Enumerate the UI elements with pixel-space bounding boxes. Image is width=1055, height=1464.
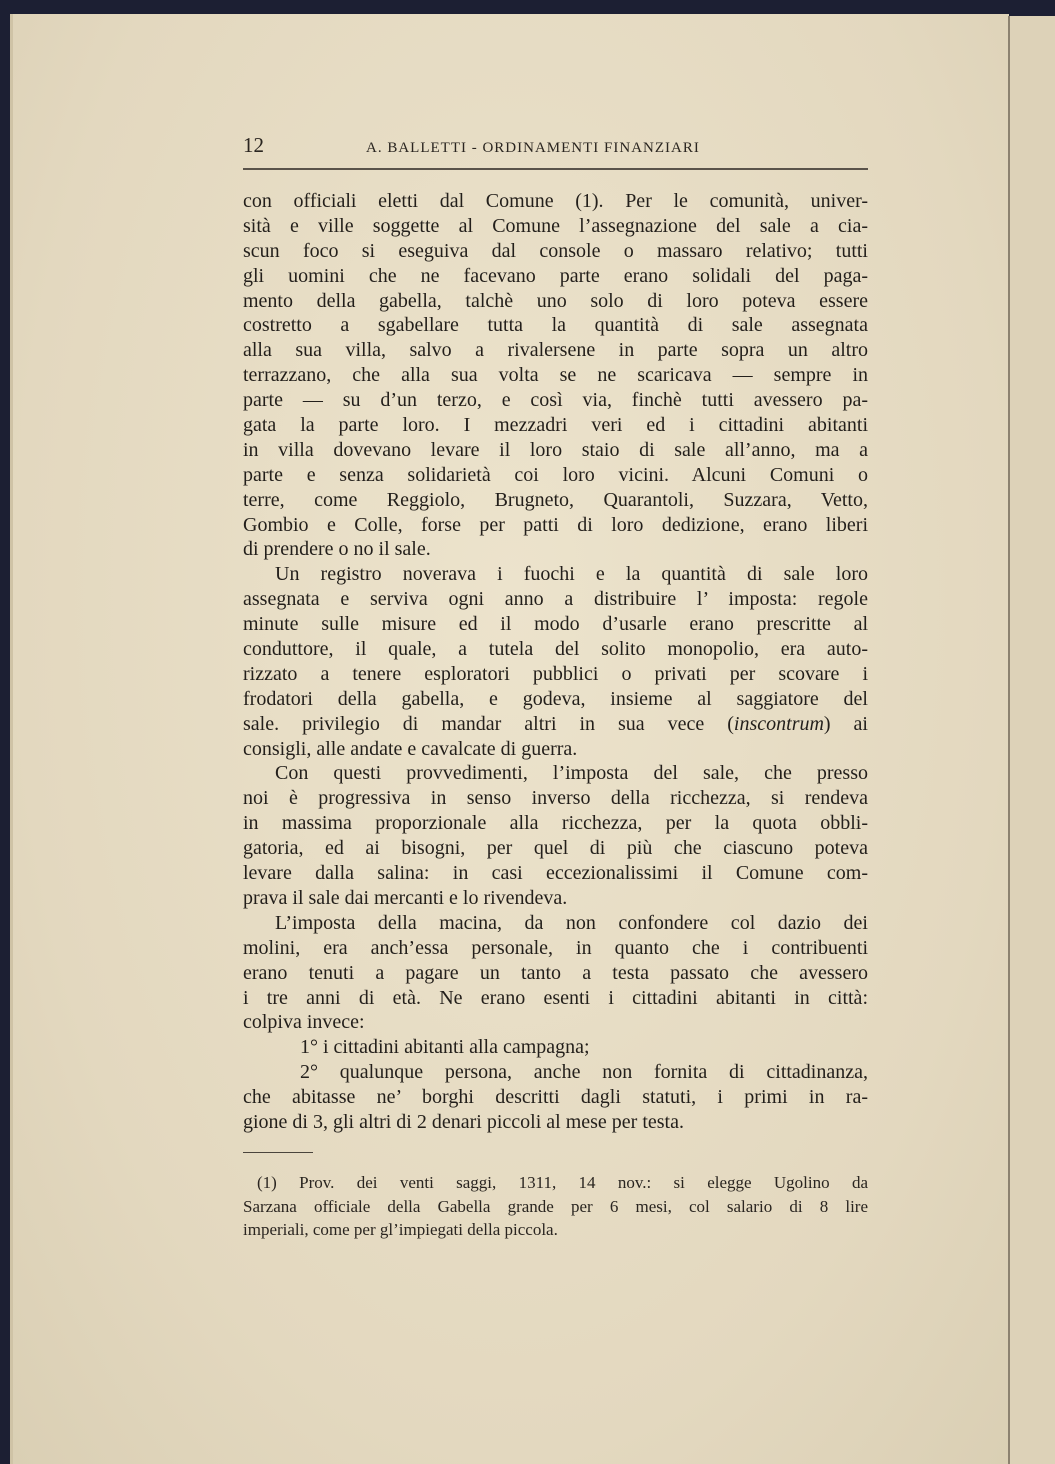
line-text: sale. privilegio di mandar altri in sua vece (: [243, 712, 734, 735]
line-text: 1° i cittadini abitanti alla campagna;: [300, 1036, 590, 1059]
line-text: in villa dovevano levare il loro staio di sale all’anno, ma a: [243, 438, 868, 461]
text-line: [243, 911, 868, 936]
footnote-line: [243, 1171, 868, 1195]
text-line: [243, 687, 868, 712]
line-text: erano tenuti a pagare un tanto a testa passato che avessero: [243, 961, 868, 984]
line-text: 2° qualunque persona, anche non fornita di cittadinanza,: [300, 1061, 868, 1084]
text-line: [243, 488, 868, 513]
line-text: alla sua villa, salvo a rivalersene in parte sopra un altro: [243, 339, 868, 362]
adjacent-page-edge: [1008, 16, 1055, 1464]
body-text: [243, 189, 868, 1135]
text-line: [243, 637, 868, 662]
line-text: in massima proporzionale alla ricchezza, per la quota obbli-: [243, 812, 868, 835]
line-text: molini, era anch’essa personale, in quanto che i contribuenti: [243, 936, 868, 959]
text-line: [243, 313, 868, 338]
text-line: [243, 861, 868, 886]
line-text: gli uomini che ne facevano parte erano solidali del paga-: [243, 264, 868, 287]
text-line: [243, 463, 868, 488]
text-line: [243, 537, 868, 562]
text-line: [243, 363, 868, 388]
line-text: di prendere o no il sale.: [243, 538, 431, 561]
footnote: [243, 1171, 868, 1242]
line-text: colpiva invece:: [243, 1011, 365, 1034]
italic-term: inscontrum: [733, 712, 824, 735]
line-text: noi è progressiva in senso inverso della ricchezza, si rendeva: [243, 787, 868, 810]
text-line: [243, 438, 868, 463]
text-line: [243, 239, 868, 264]
line-text: Con questi provvedimenti, l’imposta del sale, che presso: [275, 762, 868, 785]
text-line: [243, 936, 868, 961]
line-text: terrazzano, che alla sua volta se ne scaricava — sempre in: [243, 364, 868, 387]
text-line: [243, 214, 868, 239]
text-line: [243, 811, 868, 836]
line-text: Gombio e Colle, forse per patti di loro dedizione, erano liberi: [243, 513, 868, 536]
line-text: frodatori della gabella, e godeva, insieme al saggiatore del: [243, 687, 868, 710]
text-line: [243, 761, 868, 786]
text-line: [243, 289, 868, 314]
line-text: costretto a sgabellare tutta la quantità di sale assegnata: [243, 314, 868, 337]
line-text: sità e ville soggette al Comune l’assegnazione del sale a cia-: [243, 214, 868, 237]
text-line: [243, 737, 868, 762]
line-text: gatoria, ed ai bisogni, per quel di più che ciascuno poteva: [243, 837, 868, 860]
line-text: minute sulle misure ed il modo d’usarle erano prescritte al: [243, 613, 868, 636]
line-text: levare dalla salina: in casi eccezionalissimi il Comune com-: [243, 862, 868, 885]
header-rule: [243, 168, 868, 170]
line-text: parte e senza solidarietà coi loro vicini. Alcuni Comuni o: [243, 463, 868, 486]
line-text: Un registro noverava i fuochi e la quantità di sale loro: [275, 563, 868, 586]
line-text: imperiali, come per gl’impiegati della piccola.: [243, 1220, 558, 1239]
footnote-separator: [243, 1152, 313, 1153]
line-text: scun foco si eseguiva dal console o massaro relativo; tutti: [243, 239, 868, 262]
line-text-tail: ) ai: [823, 712, 868, 735]
text-line: [243, 587, 868, 612]
running-title: A. BALLETTI - ORDINAMENTI FINANZIARI: [366, 140, 700, 156]
text-line: [243, 413, 868, 438]
line-text: L’imposta della macina, da non confondere col dazio dei: [275, 911, 868, 934]
text-line: [243, 513, 868, 538]
line-text: prava il sale dai mercanti e lo rivendeva.: [243, 886, 568, 909]
page-number: 12: [243, 133, 264, 157]
text-line: [243, 662, 868, 687]
text-line: [243, 388, 868, 413]
text-line: [243, 786, 868, 811]
page-header: [243, 133, 868, 169]
line-text: conduttore, il quale, a tutela del solito monopolio, era auto-: [243, 638, 868, 661]
text-line: [243, 612, 868, 637]
line-text: rizzato a tenere esploratori pubblici o privati per scovare i: [243, 662, 868, 685]
line-text: i tre anni di età. Ne erano esenti i cittadini abitanti in città:: [243, 986, 868, 1009]
text-line: [243, 836, 868, 861]
footnote-line: [243, 1218, 868, 1242]
line-text: (1) Prov. dei venti saggi, 1311, 14 nov.: si elegge Ugolino da: [257, 1173, 868, 1192]
text-line: [243, 189, 868, 214]
text-line: [243, 886, 868, 911]
line-text: gata la parte loro. I mezzadri veri ed i cittadini abitanti: [243, 414, 868, 437]
line-text: mento della gabella, talchè uno solo di loro poteva essere: [243, 289, 868, 312]
text-line: [243, 562, 868, 587]
line-text: con officiali eletti dal Comune (1). Per le comunità, univer-: [243, 190, 868, 212]
text-line: [243, 1035, 868, 1060]
line-text: consigli, alle andate e cavalcate di guerra.: [243, 737, 578, 760]
text-line: [243, 264, 868, 289]
line-text: Sarzana officiale della Gabella grande per 6 mesi, col salario di 8 lire: [243, 1196, 868, 1216]
text-line: [243, 961, 868, 986]
text-line: [243, 1110, 868, 1135]
line-text: assegnata e serviva ogni anno a distribuire l’ imposta: regole: [243, 588, 868, 611]
line-text: terre, come Reggiolo, Brugneto, Quarantoli, Suzzara, Vetto,: [243, 488, 868, 511]
text-line: [243, 1010, 868, 1035]
footnote-line: [243, 1195, 868, 1219]
text-line: [243, 338, 868, 363]
text-line: [243, 1085, 868, 1110]
line-text: parte — su d’un terzo, e così via, finchè tutti avessero pa-: [243, 389, 868, 412]
text-line: [243, 1060, 868, 1085]
text-line: [243, 712, 868, 737]
text-line: [243, 986, 868, 1011]
line-text: gione di 3, gli altri di 2 denari piccoli al mese per testa.: [243, 1110, 684, 1133]
line-text: che abitasse ne’ borghi descritti dagli statuti, i primi in ra-: [243, 1086, 868, 1109]
